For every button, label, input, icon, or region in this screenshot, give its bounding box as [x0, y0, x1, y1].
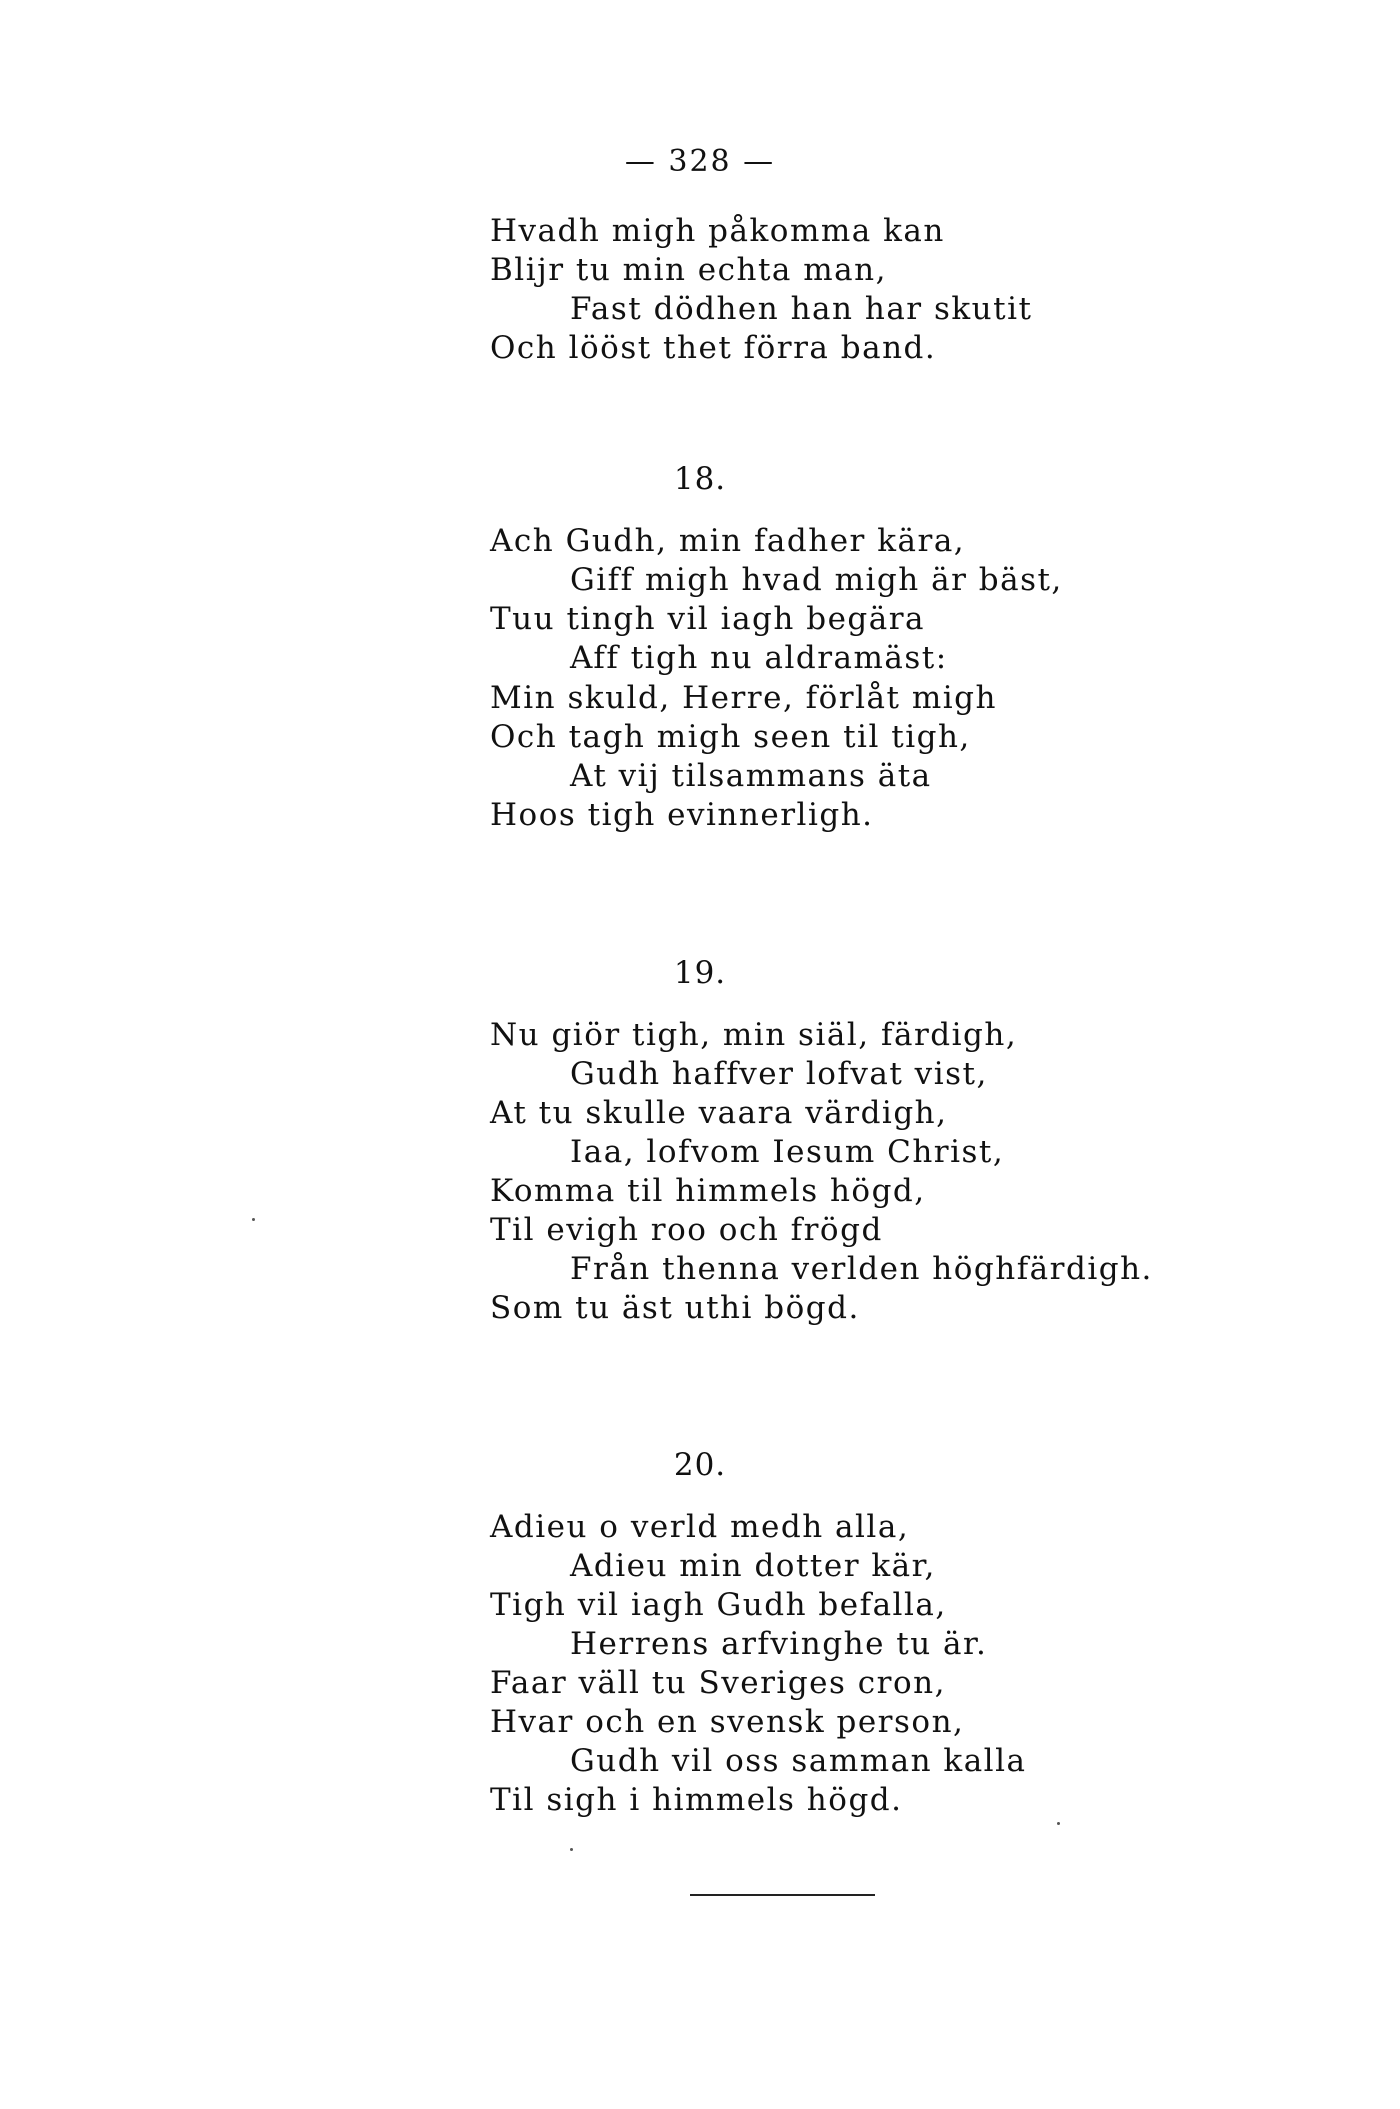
- verse-line: Ach Gudh, min fadher kära,: [490, 523, 966, 559]
- verse-line: Til sigh i himmels högd.: [490, 1782, 903, 1818]
- verse-line: Som tu äst uthi bögd.: [490, 1290, 860, 1326]
- verse-line: Aff tigh nu aldramäst:: [570, 640, 948, 676]
- verse-line: Gudh vil oss samman kalla: [570, 1743, 1027, 1779]
- verse-line: Gudh haffver lofvat vist,: [570, 1056, 988, 1092]
- print-speck: [252, 1218, 255, 1221]
- verse-line: Iaa, lofvom Iesum Christ,: [570, 1134, 1005, 1170]
- print-speck: [1057, 1822, 1060, 1825]
- stanza-number: 20.: [673, 1447, 727, 1483]
- verse-line: Hvadh migh påkomma kan: [490, 213, 945, 249]
- verse-line: At vij tilsammans äta: [570, 758, 932, 794]
- stanza-number: 18.: [673, 461, 727, 497]
- verse-line: Fast dödhen han har skutit: [570, 291, 1033, 327]
- end-rule: [690, 1894, 875, 1896]
- verse-line: At tu skulle vaara värdigh,: [490, 1095, 948, 1131]
- verse-line: Min skuld, Herre, förlåt migh: [490, 680, 997, 716]
- verse-line: Och tagh migh seen til tigh,: [490, 719, 971, 755]
- verse-line: Til evigh roo och frögd: [490, 1212, 883, 1248]
- verse-line: Hvar och en svensk person,: [490, 1704, 965, 1740]
- verse-line: Herrens arfvinghe tu är.: [570, 1626, 988, 1662]
- verse-line: Tuu tingh vil iagh begära: [490, 601, 926, 637]
- stanza-number: 19.: [673, 955, 727, 991]
- page-number: — 328 —: [624, 144, 776, 179]
- verse-line: Tigh vil iagh Gudh befalla,: [490, 1587, 947, 1623]
- verse-line: Adieu min dotter kär,: [570, 1548, 936, 1584]
- verse-line: Komma til himmels högd,: [490, 1173, 926, 1209]
- verse-line: Hoos tigh evinnerligh.: [490, 797, 874, 833]
- verse-line: Blijr tu min echta man,: [490, 252, 887, 288]
- verse-line: Från thenna verlden höghfärdigh.: [570, 1251, 1153, 1287]
- verse-line: Nu giör tigh, min siäl, färdigh,: [490, 1017, 1018, 1053]
- verse-line: Och lööst thet förra band.: [490, 330, 937, 366]
- verse-line: Adieu o verld medh alla,: [490, 1509, 910, 1545]
- verse-line: Faar väll tu Sveriges cron,: [490, 1665, 946, 1701]
- verse-line: Giff migh hvad migh är bäst,: [570, 562, 1063, 598]
- print-speck: [570, 1848, 573, 1851]
